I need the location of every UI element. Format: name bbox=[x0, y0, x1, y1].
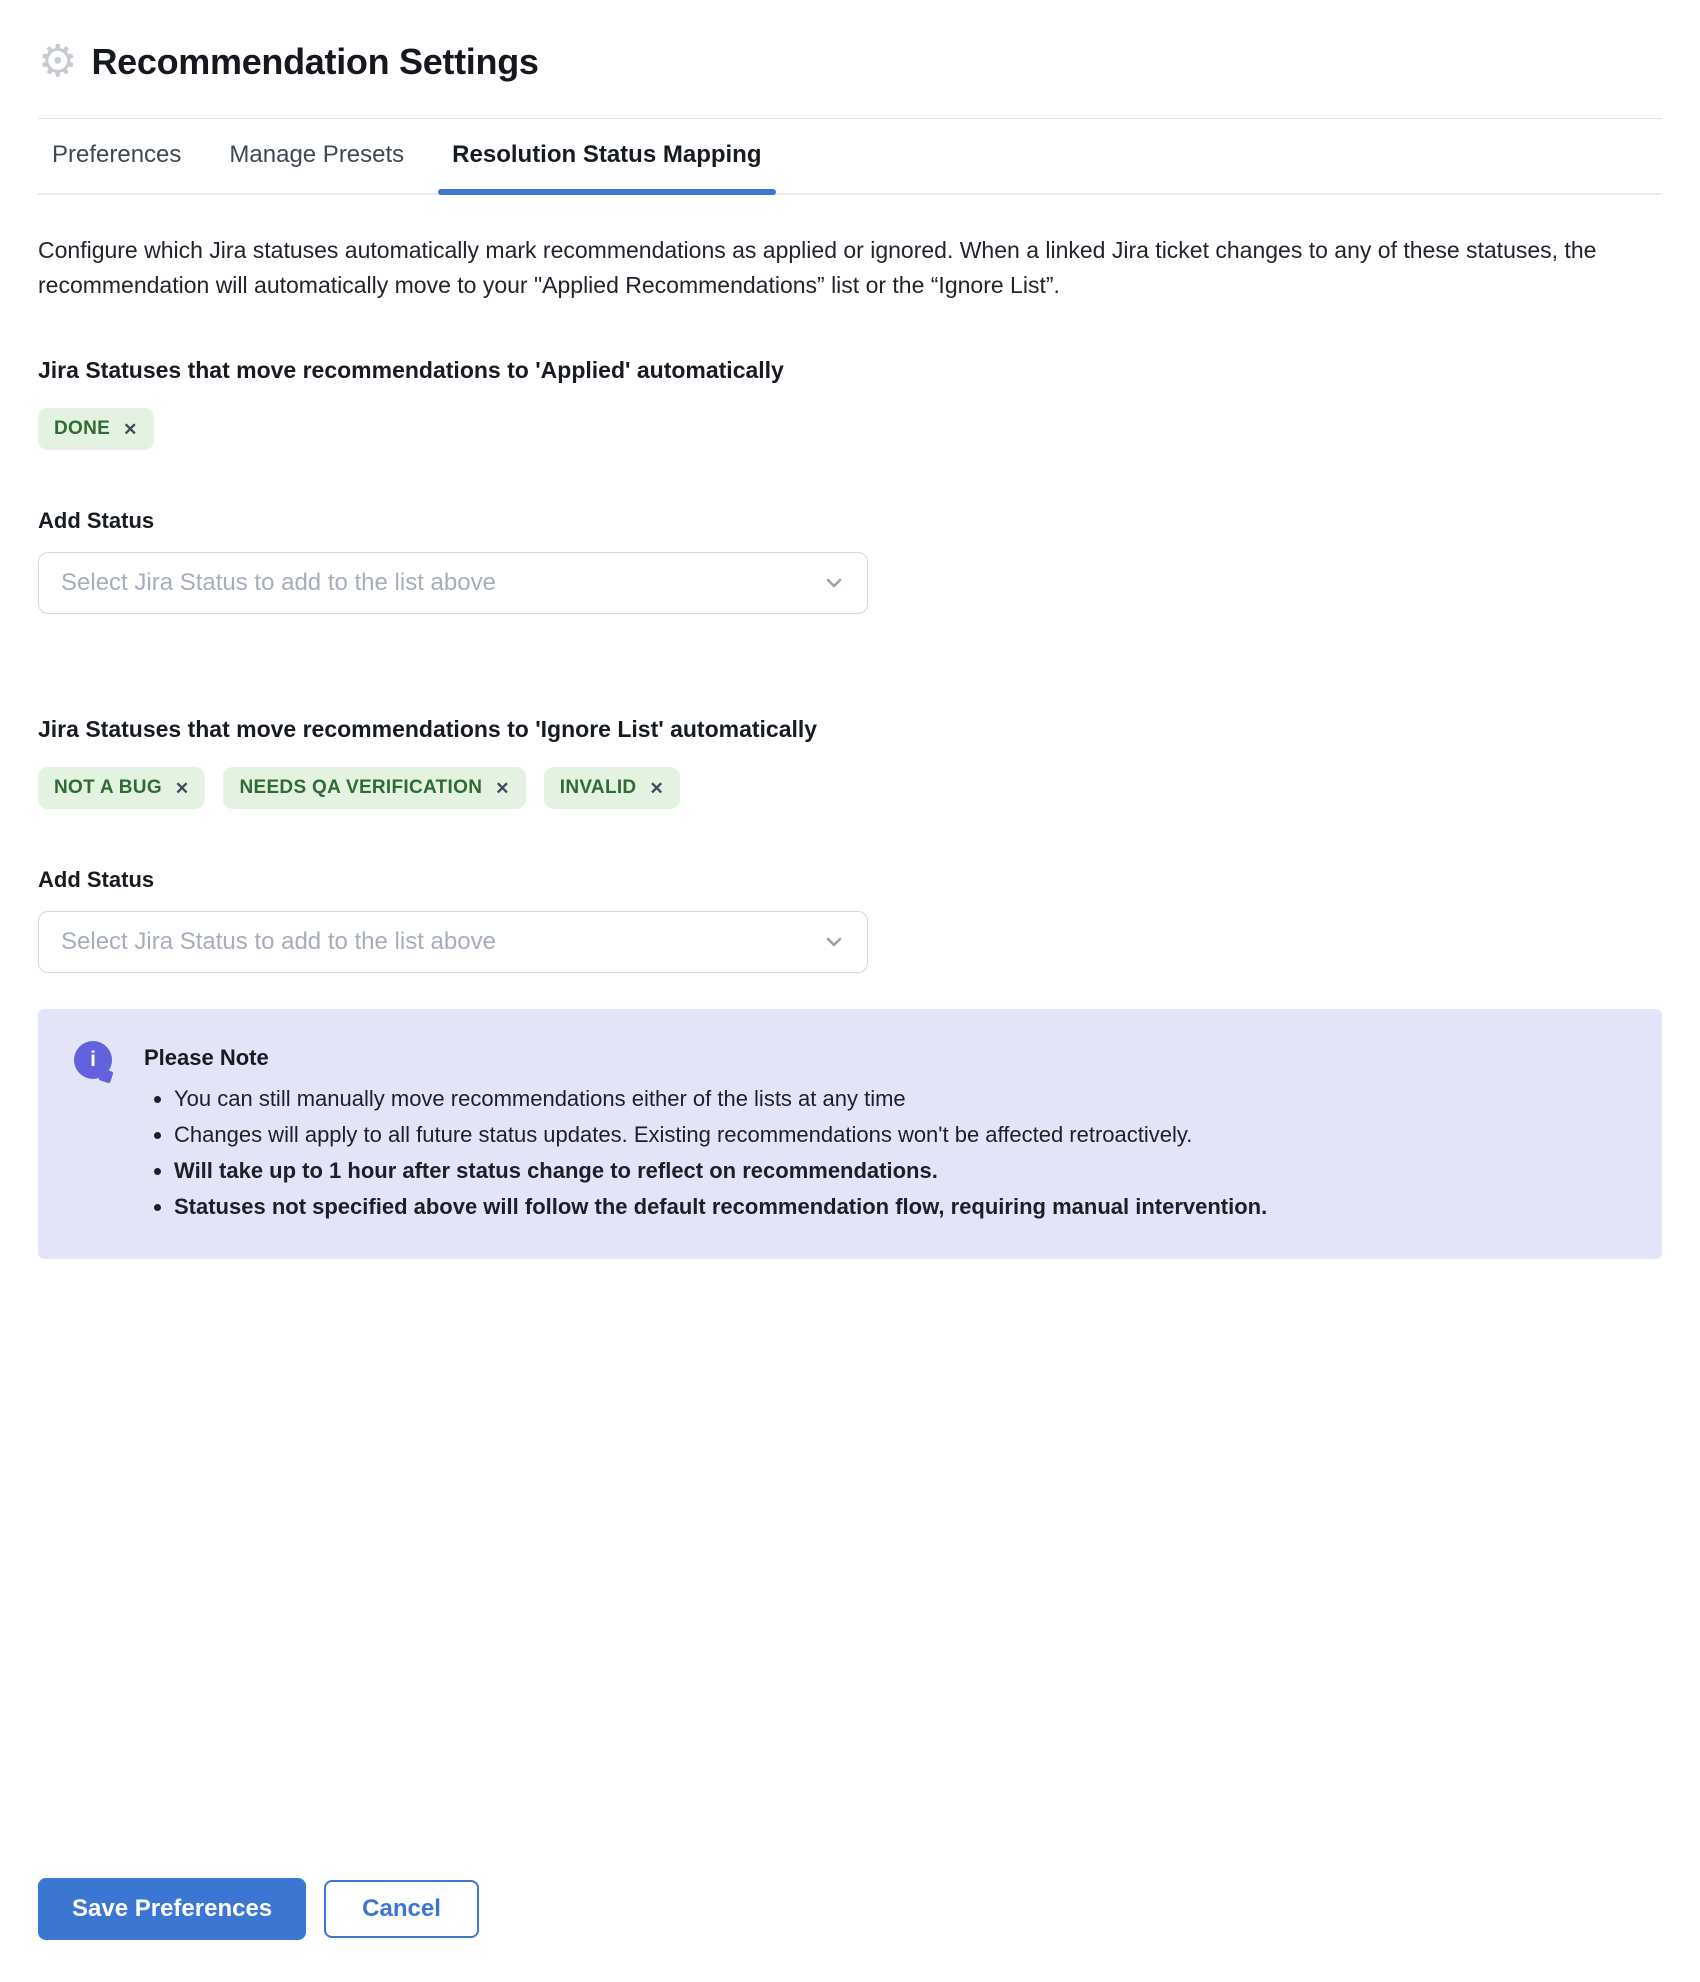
status-chip-label: INVALID bbox=[559, 777, 637, 798]
info-icon: i bbox=[74, 1041, 112, 1079]
status-chip-label: DONE bbox=[54, 418, 111, 439]
ignore-status-chips bbox=[38, 767, 1662, 809]
note-bullet: • Will take up to 1 hour after status change to reflect on recommendations. bbox=[174, 1153, 1624, 1189]
close-icon[interactable]: ✕ bbox=[495, 778, 510, 798]
note-title: Please Note bbox=[144, 1045, 269, 1070]
applied-section-heading: Jira Statuses that move recommendations to 'Applied' automatically bbox=[38, 357, 784, 383]
applied-add-status-label: Add Status bbox=[38, 508, 155, 533]
select-placeholder: Select Jira Status to add to the list above bbox=[61, 928, 496, 955]
close-icon[interactable]: ✕ bbox=[123, 419, 138, 439]
note-bullet-list bbox=[144, 1081, 1624, 1225]
note-bullet: • You can still manually move recommendations either of the lists at any time bbox=[174, 1081, 1624, 1117]
note-bullet: • Statuses not specified above will follow the default recommendation flow, requiring manual intervention. bbox=[174, 1189, 1624, 1225]
status-chip-invalid[interactable] bbox=[544, 767, 680, 809]
note-body bbox=[144, 1039, 1624, 1225]
tab-preferences[interactable]: Preferences bbox=[52, 141, 182, 168]
status-chip-label: NOT A BUG bbox=[54, 777, 162, 798]
action-bar bbox=[38, 1878, 479, 1940]
please-note-banner bbox=[38, 1009, 1662, 1259]
applied-status-chips bbox=[38, 408, 1662, 450]
page-header bbox=[38, 0, 1662, 84]
chevron-down-icon bbox=[823, 572, 845, 594]
tab-manage-presets[interactable]: Manage Presets bbox=[229, 141, 405, 168]
gear-icon: ⚙ bbox=[38, 37, 78, 86]
ignore-section-heading: Jira Statuses that move recommendations to 'Ignore List' automatically bbox=[38, 716, 818, 742]
tab-bar bbox=[38, 119, 1662, 195]
cancel-button[interactable]: Cancel bbox=[324, 1880, 479, 1938]
status-chip-not-a-bug[interactable] bbox=[38, 767, 205, 809]
applied-status-select[interactable] bbox=[38, 552, 868, 614]
close-icon[interactable]: ✕ bbox=[649, 778, 665, 798]
status-chip-needs-qa-verification[interactable] bbox=[223, 767, 525, 809]
ignore-status-select[interactable] bbox=[38, 911, 868, 973]
intro-text: Configure which Jira statuses automatically mark recommendations as applied or ignored. When a linked Jira ticket changes to any of these statuses, the recommendation will automatically move to your "Applied Recommendations” list or the “Ignore List”. bbox=[38, 237, 1597, 298]
note-bullet: • Changes will apply to all future status updates. Existing recommendations won't be affected retroactively. bbox=[174, 1117, 1624, 1153]
save-preferences-button[interactable]: Save Preferences bbox=[38, 1878, 306, 1940]
page-title: Recommendation Settings bbox=[91, 41, 539, 82]
select-placeholder: Select Jira Status to add to the list above bbox=[61, 569, 496, 596]
close-icon[interactable]: ✕ bbox=[174, 778, 190, 798]
chevron-down-icon bbox=[823, 931, 845, 953]
ignore-add-status-label: Add Status bbox=[38, 867, 155, 892]
tab-resolution-status-mapping[interactable]: Resolution Status Mapping bbox=[438, 119, 775, 193]
status-chip-label: NEEDS QA VERIFICATION bbox=[239, 777, 483, 798]
status-chip-done[interactable] bbox=[38, 408, 154, 450]
